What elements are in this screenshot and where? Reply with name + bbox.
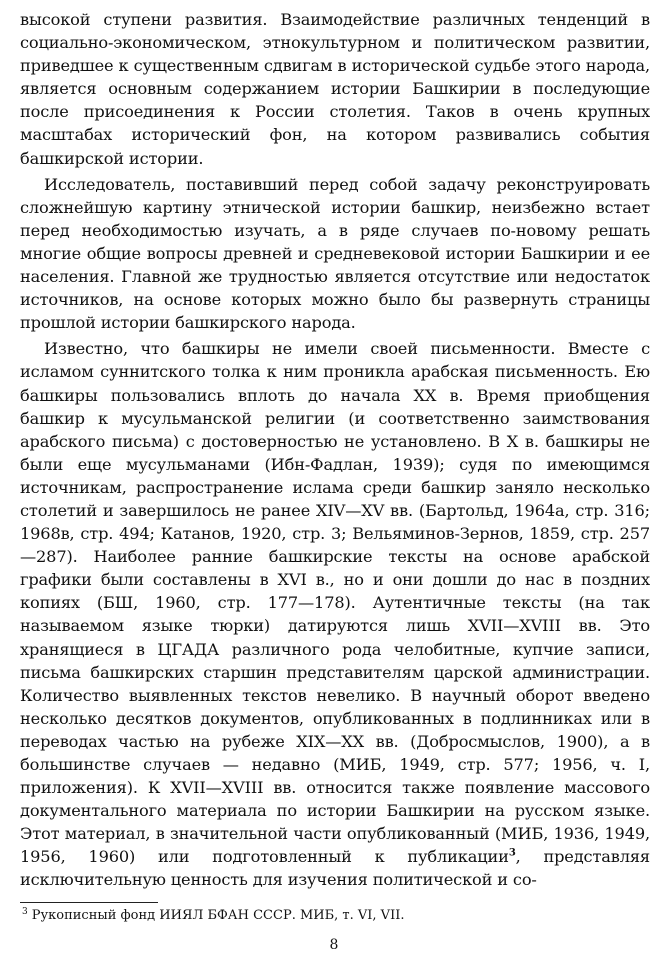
footnote-marker: 3 [22,906,28,917]
page-number: 8 [329,937,339,953]
paragraph-2: Исследователь, поставивший перед собой задачу реконструировать сложнейшую картину этнической истории башкир, неизбежно встает перед необходимостью изучать, а в ряде случаев по-новому решать многие общие вопросы древней и средневековой истории Башкирии и ее населения. Главной же трудностью является отсутствие или недостаток источников, на основе которых можно было бы развернуть страницы прошлой истории башкирского народа. [20,174,650,333]
paragraph-1: высокой ступени развития. Взаимодействие различных тенденций в социально-экономическом, этнокультурном и политическом развитии, приведшее к существенным сдвигам в исторической судьбе этого народа, является основным содержанием истории Башкирии в последующие после присоединения к России столетия. Таков в очень крупных масштабах исторический фон, на котором развивались события башкирской истории. [20,10,650,168]
paragraph-3: Известно, что башкиры не имели своей письменности. Вместе с исламом суннитского толка к ним проникла арабская письменность. Ею башкиры пользовались вплоть до начала XX в. Время приобщения башкир к мусульманской религии (и соответственно заимствования арабского письма) с достоверностью не установлено. В X в. башкиры не были еще мусульманами (Ибн-Фадлан, 1939); судя по имеющимся источникам, распространение ислама среди башкир заняло несколько столетий и завершилось не ранее XIV—XV вв. (Бартольд, 1964а, стр. 316; 1968в, стр. 494; Катанов, 1920, стр. 3; Вельяминов-Зернов, 1859, стр. 257—287). Наиболее ранние башкирские тексты на основе арабской графики были составлены в XVI в., но и они дошли до нас в поздних копиях (БШ, 1960, стр. 177—178). Аутентичные тексты (на так называемом языке тюрки) датируются лишь XVII—XVIII вв. Это хранящиеся в ЦГАДА различного рода челобитные, купчие записи, письма башкирских старшин представителям царской администрации. Количество выявленных текстов невелико. В научный оборот введено несколько десятков документов, опубликованных в подлинниках или в переводах частью на рубеже XIX—XX вв. (Добросмыслов, 1900), а в большинстве случаев — недавно (МИБ, 1949, стр. 577; 1956, ч. I, приложения). К XVII—XVIII вв. относится также появление массового документального материала по истории Башкирии на русском языке. Этот материал, в значительной части опубликованный (МИБ, 1936, 1949, 1956, 1960) или подготовленный к публикации$^3$, представляя исключительную ценность для изучения политической и со- [20,339,650,890]
footnote-text: Рукописный фонд ИИЯЛ БФАН СССР. МИБ, т. VI, VII. [31,908,405,923]
paragraph-3-text: Известно, что башкиры не имели своей письменности. Вместе с исламом суннитского толка к ним проникла арабская письменность. Ею башкиры пользовались вплоть до начала XX в. Время приобщения башкир к мусульманской религии (и соответственно заимствования арабского письма) с достоверностью не установлено. В X в. башкиры не были еще мусульманами (Ибн-Фадлан, 1939); судя по имеющимся источникам, распространение ислама среди башкир заняло несколько столетий и завершилось не ранее XIV—XV вв. (Бартольд, 1964а, стр. 316; 1968в, стр. 494; Катанов, 1920, стр. 3; Вельяминов-Зернов, 1859, стр. 257—287). Наиболее ранние башкирские тексты на основе арабской графики были составлены в XVI в., но и они дошли до нас в поздних копиях (БШ, 1960, стр. 177—178). Аутентичные тексты (на так называемом языке тюрки) датируются лишь XVII—XVIII вв. Это хранящиеся в ЦГАДА различного рода челобитные, купчие записи, письма башкирских старшин представителям царской администрации. Количество выявленных текстов невелико. В научный оборот введено несколько десятков документов, опубликованных в подлинниках или в переводах частью на рубеже XIX—XX вв. (Добросмыслов, 1900), а в большинстве случаев — недавно (МИБ, 1949, стр. 577; 1956, ч. I, приложения). К XVII—XVIII вв. относится также появление массового документального материала по истории Башкирии на русском языке. Этот материал, в значительной части опубликованный (МИБ, 1936, 1949, 1956, 1960) или подготовленный к публикации [20,339,650,867]
footnote-divider [20,902,158,903]
footnote-reference[interactable]: 3 [508,847,516,859]
paragraph-3-continuation: представляя исключительную ценность для изучения политической и со- [20,847,650,890]
page-body [20,8,650,892]
footnote [20,907,650,924]
